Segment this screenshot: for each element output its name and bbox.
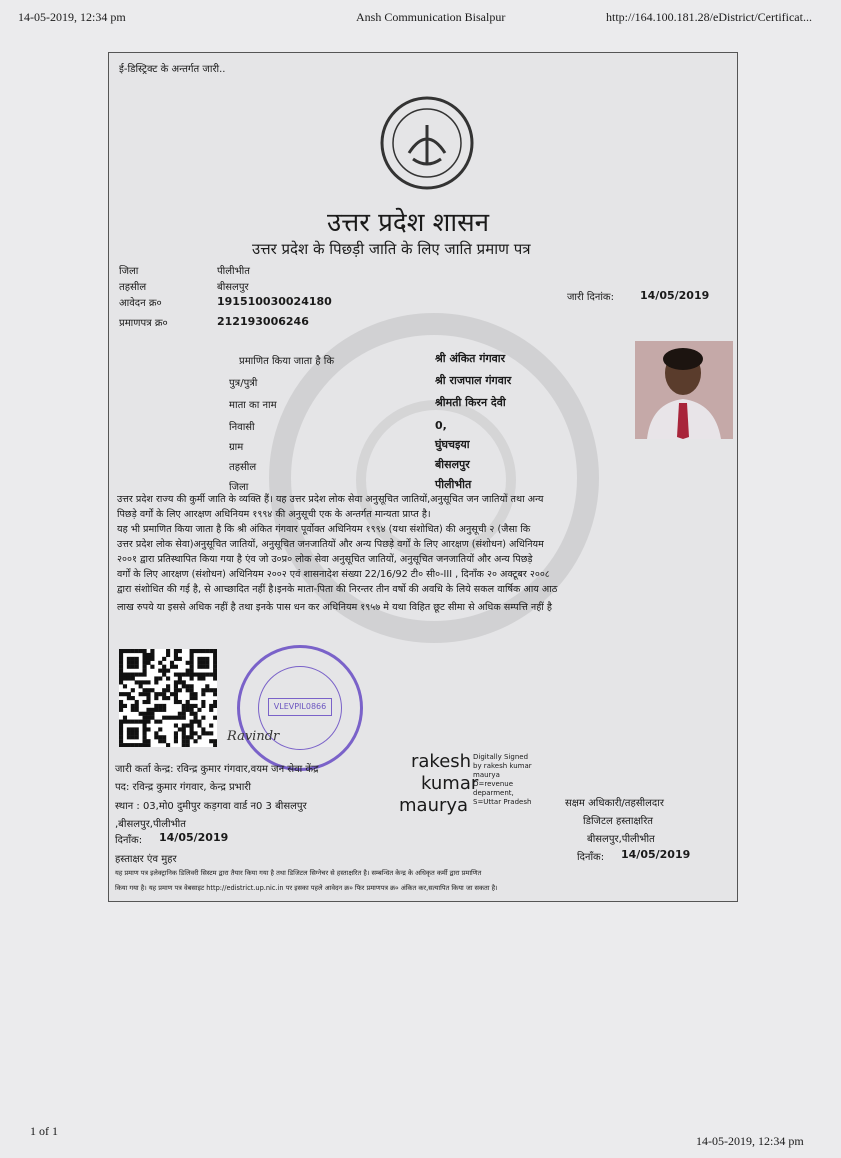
dsig-name-line: rakesh (411, 751, 472, 772)
village: घुंघचइया (435, 438, 470, 451)
district: पीलीभीत (435, 478, 472, 491)
meta-label: आवेदन क्र० (119, 298, 162, 309)
issue-date: 14/05/2019 (640, 289, 710, 302)
detail-label: माता का नाम (229, 400, 277, 411)
issuer-date: 14/05/2019 (159, 831, 229, 844)
dsig-note: deparment, (473, 789, 514, 797)
officer-date: 14/05/2019 (621, 848, 691, 861)
meta-value: बीसलपुर (217, 282, 249, 293)
certificate-text-line: यह भी प्रमाणित किया जाता है कि श्री अंकित गंगवार पूर्वोक्त अधिनियम १९९४ (यथा संशोधित) की अनुसूची २ (जैसा कि (117, 524, 531, 535)
certificate-text-line: पिछड़े वर्गों के लिए आरक्षण अधिनियम १९९४ की अनुसूची एक के अन्तर्गत मान्यता प्राप्त है। (117, 509, 431, 520)
officer-date-label: दिनाँक: (577, 852, 605, 863)
meta-label: तहसील (119, 282, 147, 293)
print-url: http://164.100.181.28/eDistrict/Certificat... (606, 10, 812, 24)
center-seal-stamp (237, 645, 363, 771)
print-page-title: Ansh Communication Bisalpur (356, 10, 506, 24)
issuer-post: पद: रविन्द्र कुमार गंगवार, केन्द्र प्रभारी (115, 782, 251, 793)
qr-code (119, 649, 217, 747)
certificate-footer-line: यह प्रमाण पत्र इलेक्ट्रानिक डिलिवरी सिस्टम द्वारा तैयार किया गया है तथा डिजिटल सिग्नेचर से हस्ताक्षरित है। सम्बन्धित केन्द्र के अधिकृत कर्मी द्वारा प्रमाणित (115, 869, 482, 877)
government-title: उत्तर प्रदेश शासन (327, 208, 490, 238)
certificate-text-line: द्वारा संशोधित की गई है, से आच्छादित नहीं है।इनके माता-पिता की निरन्तर तीन वर्षो की अवधि के लिये सकल वार्षिक आय आठ (117, 584, 558, 595)
meta-value: पीलीभीत (217, 266, 250, 277)
dsig-note: Digitally Signed (473, 753, 529, 761)
top-note: ई-डिस्ट्रिक्ट के अन्तर्गत जारी.. (119, 64, 226, 75)
issuer-place-2: ,बीसलपुर,पीलीभीत (115, 819, 186, 830)
detail-label: जिला (229, 482, 249, 493)
holder-photo (635, 341, 733, 439)
dsig-note: O=revenue (473, 780, 514, 788)
dsig-note: by rakesh kumar (473, 762, 532, 770)
certificate-subtitle: उत्तर प्रदेश के पिछड़ी जाति के लिए जाति प्रमाण पत्र (252, 240, 531, 258)
dsig-name-line: maurya (399, 795, 469, 816)
certificate-footer-line: किया गया है। यह प्रमाण पत्र वेबसाइट http://edistrict.up.nic.in पर इसका पहले आवेदन क्र० फिर प्रमाणपत्र क्र० अंकित कर,सत्यापित किया जा सकता है। (115, 884, 498, 892)
officer-sign: डिजिटल हस्ताक्षरित (583, 816, 653, 827)
officer-place: बीसलपुर,पीलीभीत (587, 834, 655, 845)
certificate-text-line: उत्तर प्रदेश लोक सेवा)अनुसूचित जातियों, अनुसूचित जनजातियों और अन्य पिछड़े वर्गों के लिए आरक्षण (संशोधन) अधिनियम (117, 539, 544, 550)
meta-label: प्रमाणपत्र क्र० (119, 318, 168, 329)
caste-certificate (108, 52, 738, 902)
stamp-id: VLEVPIL0866 (268, 698, 332, 716)
residence: 0, (435, 419, 447, 432)
officer-title: सक्षम अधिकारी/तहसीलदार (565, 798, 664, 809)
handwritten-signature: Ravindr (227, 729, 280, 744)
detail-label: प्रमाणित किया जाता है कि (239, 356, 335, 367)
holder-name: श्री अंकित गंगवार (435, 352, 506, 365)
issuer-sign-label: हस्ताक्षर एंव मुहर (115, 854, 177, 865)
certificate-text-line: वर्गों के लिए आरक्षण (संशोधन) अधिनियम २००२ एवं शासनादेश संख्या 22/16/92 टी० सी०-III , दिनाँक २० अक्टूबर २००८ (117, 569, 550, 580)
father-name: श्री राजपाल गंगवार (435, 374, 512, 387)
meta-label: जिला (119, 266, 139, 277)
dsig-note: maurya (473, 771, 500, 779)
application-number: 191510030024180 (217, 295, 332, 308)
dsig-note: S=Uttar Pradesh (473, 798, 532, 806)
certificate-text-line: लाख रुपये या इससे अधिक नहीं है तथा इनके पास धन कर अधिनियम १९५७ मे यथा विहित छूट सीमा से अधिक सम्पत्ति नहीं है (117, 602, 552, 613)
issuer-center: जारी कर्ता केन्द्र: रविन्द्र कुमार गंगवार,वयम जन सेवा केंद्र (115, 764, 319, 775)
detail-label: ग्राम (229, 442, 244, 453)
certificate-text-line: उत्तर प्रदेश राज्य की कुर्मी जाति के व्यक्ति हैं। यह उत्तर प्रदेश लोक सेवा अनुसूचित जातियों,अनुसूचित जन जातियों तथा अन्य (117, 494, 544, 505)
detail-label: पुत्र/पुत्री (229, 378, 258, 389)
detail-label: निवासी (229, 422, 255, 433)
page-count: 1 of 1 (30, 1124, 58, 1138)
detail-label: तहसील (229, 462, 257, 473)
print-footer-datetime: 14-05-2019, 12:34 pm (696, 1134, 804, 1148)
tehsil: बीसलपुर (435, 458, 470, 471)
mother-name: श्रीमती किरन देवी (435, 396, 506, 409)
up-emblem-icon (379, 95, 475, 191)
certificate-text-line: २००१ द्वारा प्रतिस्थापित किया गया है एंव जो उ०प्र० लोक सेवा अनुसूचित जातियों, अनुसूचित जनजातियों और अन्य पिछड़े (117, 554, 533, 565)
issuer-date-label: दिनाँक: (115, 835, 143, 846)
issue-date-label: जारी दिनांक: (567, 292, 614, 303)
digital-signature (399, 751, 547, 831)
print-datetime: 14-05-2019, 12:34 pm (18, 10, 126, 24)
dsig-name-line: kumar (421, 773, 479, 794)
issuer-place: स्थान : 03,मो0 दुमीपुर कड़गवा वार्ड न0 3 बीसलपुर (115, 801, 307, 812)
certificate-number: 212193006246 (217, 315, 309, 328)
